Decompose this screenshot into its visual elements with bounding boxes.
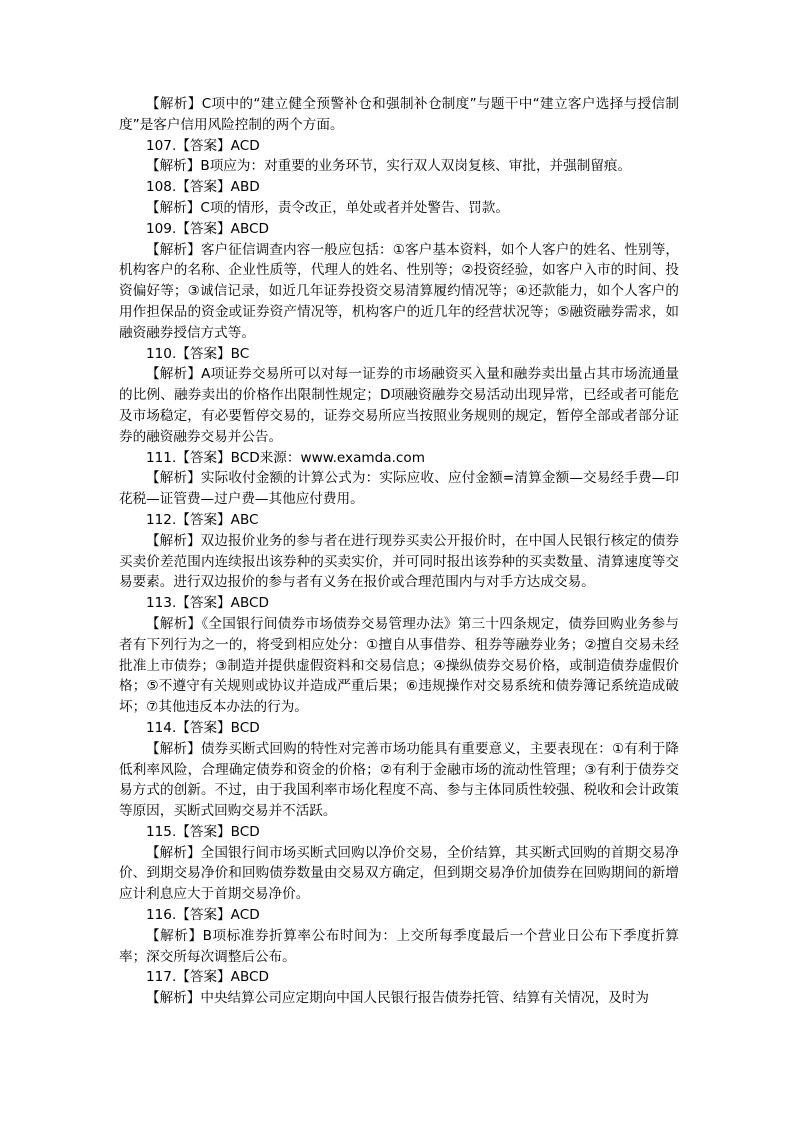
document-body xyxy=(119,94,679,1009)
answer-line: 107.【答案】ACD xyxy=(146,137,260,154)
analysis-paragraph: 【解析】实际收付金额的计算公式为：实际应收、应付金额=清算金额—交易经手费—印花税—证管费—过户费—其他应付费用。 xyxy=(119,470,679,508)
analysis-paragraph: 【解析】C项的情形，责令改正，单处或者并处警告、罚款。 xyxy=(146,199,509,216)
answer-line: 116.【答案】ACD xyxy=(146,907,260,924)
analysis-paragraph: 【解析】双边报价业务的参与者在进行现券买卖公开报价时，在中国人民银行核定的债券买卖价差范围内连续报出该券种的买卖实价，并可同时报出该券种的买卖数量、清算速度等交易要素。进行双边报价的参与者有义务在报价或合理范围内与对手方达成交易。 xyxy=(119,532,679,591)
answer-line: 117.【答案】ABCD xyxy=(146,969,269,986)
analysis-paragraph: 【解析】B项应为：对重要的业务环节，实行双人双岗复核、审批，并强制留痕。 xyxy=(146,158,632,175)
answer-line: 114.【答案】BCD xyxy=(146,719,260,736)
analysis-paragraph: 【解析】《全国银行间债券市场债券交易管理办法》第三十四条规定，债券回购业务参与者有下列行为之一的，将受到相应处分：①擅自从事借券、租券等融券业务；②擅自交易未经批准上市债券；③制造并提供虚假资料和交易信息；④操纵债券交易价格，或制造债券虚假价格；⑤不遵守有关规则或协议并造成严重后果；⑥违规操作对交易系统和债券簿记系统造成破坏；⑦其他违反本办法的行为。 xyxy=(119,615,679,716)
answer-line: 115.【答案】BCD xyxy=(146,823,260,840)
answer-line: 109.【答案】ABCD xyxy=(146,220,269,237)
analysis-paragraph: 【解析】A项证券交易所可以对每一证券的市场融资买入量和融券卖出量占其市场流通量的比例、融券卖出的价格作出限制性规定；D项融资融券交易活动出现异常，已经或者可能危及市场稳定，有必要暂停交易的，证券交易所应当按照业务规则的规定，暂停全部或者部分证券的融资融券交易并公告。 xyxy=(119,366,679,445)
analysis-paragraph: 【解析】客户征信调查内容一般应包括：①客户基本资料，如个人客户的姓名、性别等，机构客户的名称、企业性质等，代理人的姓名、性别等；②投资经验，如客户入市的时间、投资偏好等；③诚信记录，如近几年证券投资交易清算履约情况等；④还款能力，如个人客户的用作担保品的资金或证券资产情况等，机构客户的近几年的经营状况等；⑤融资融券需求，如融资融券授信方式等。 xyxy=(119,241,679,341)
answer-line: 113.【答案】ABCD xyxy=(146,595,269,612)
answer-line: 108.【答案】ABD xyxy=(146,179,260,196)
analysis-paragraph: 【解析】C项中的“建立健全预警补仓和强制补仓制度”与题干中“建立客户选择与授信制度”是客户信用风险控制的两个方面。 xyxy=(119,96,679,133)
answer-line: 110.【答案】BC xyxy=(146,345,250,362)
analysis-paragraph: 【解析】债券买断式回购的特性对完善市场功能具有重要意义，主要表现在：①有利于降低利率风险，合理确定债券和资金的价格；②有利于金融市场的流动性管理；③有利于债券交易方式的创新。不过，由于我国利率市场化程度不高、参与主体同质性较强、税收和会计政策等原因，买断式回购交易并不活跃。 xyxy=(119,740,679,820)
analysis-paragraph: 【解析】全国银行间市场买断式回购以净价交易，全价结算，其买断式回购的首期交易净价、到期交易净价和回购债券数量由交易双方确定，但到期交易净价加债券在回购期间的新增应计利息应大于首期交易净价。 xyxy=(119,844,679,903)
answer-line: 111.【答案】BCD来源：www.examda.com xyxy=(146,449,425,466)
answer-line: 112.【答案】ABC xyxy=(146,511,259,528)
analysis-paragraph: 【解析】B项标准券折算率公布时间为：上交所每季度最后一个营业日公布下季度折算率；深交所每次调整后公布。 xyxy=(119,927,679,965)
analysis-paragraph: 【解析】中央结算公司应定期向中国人民银行报告债券托管、结算有关情况，及时为 xyxy=(146,990,649,1007)
